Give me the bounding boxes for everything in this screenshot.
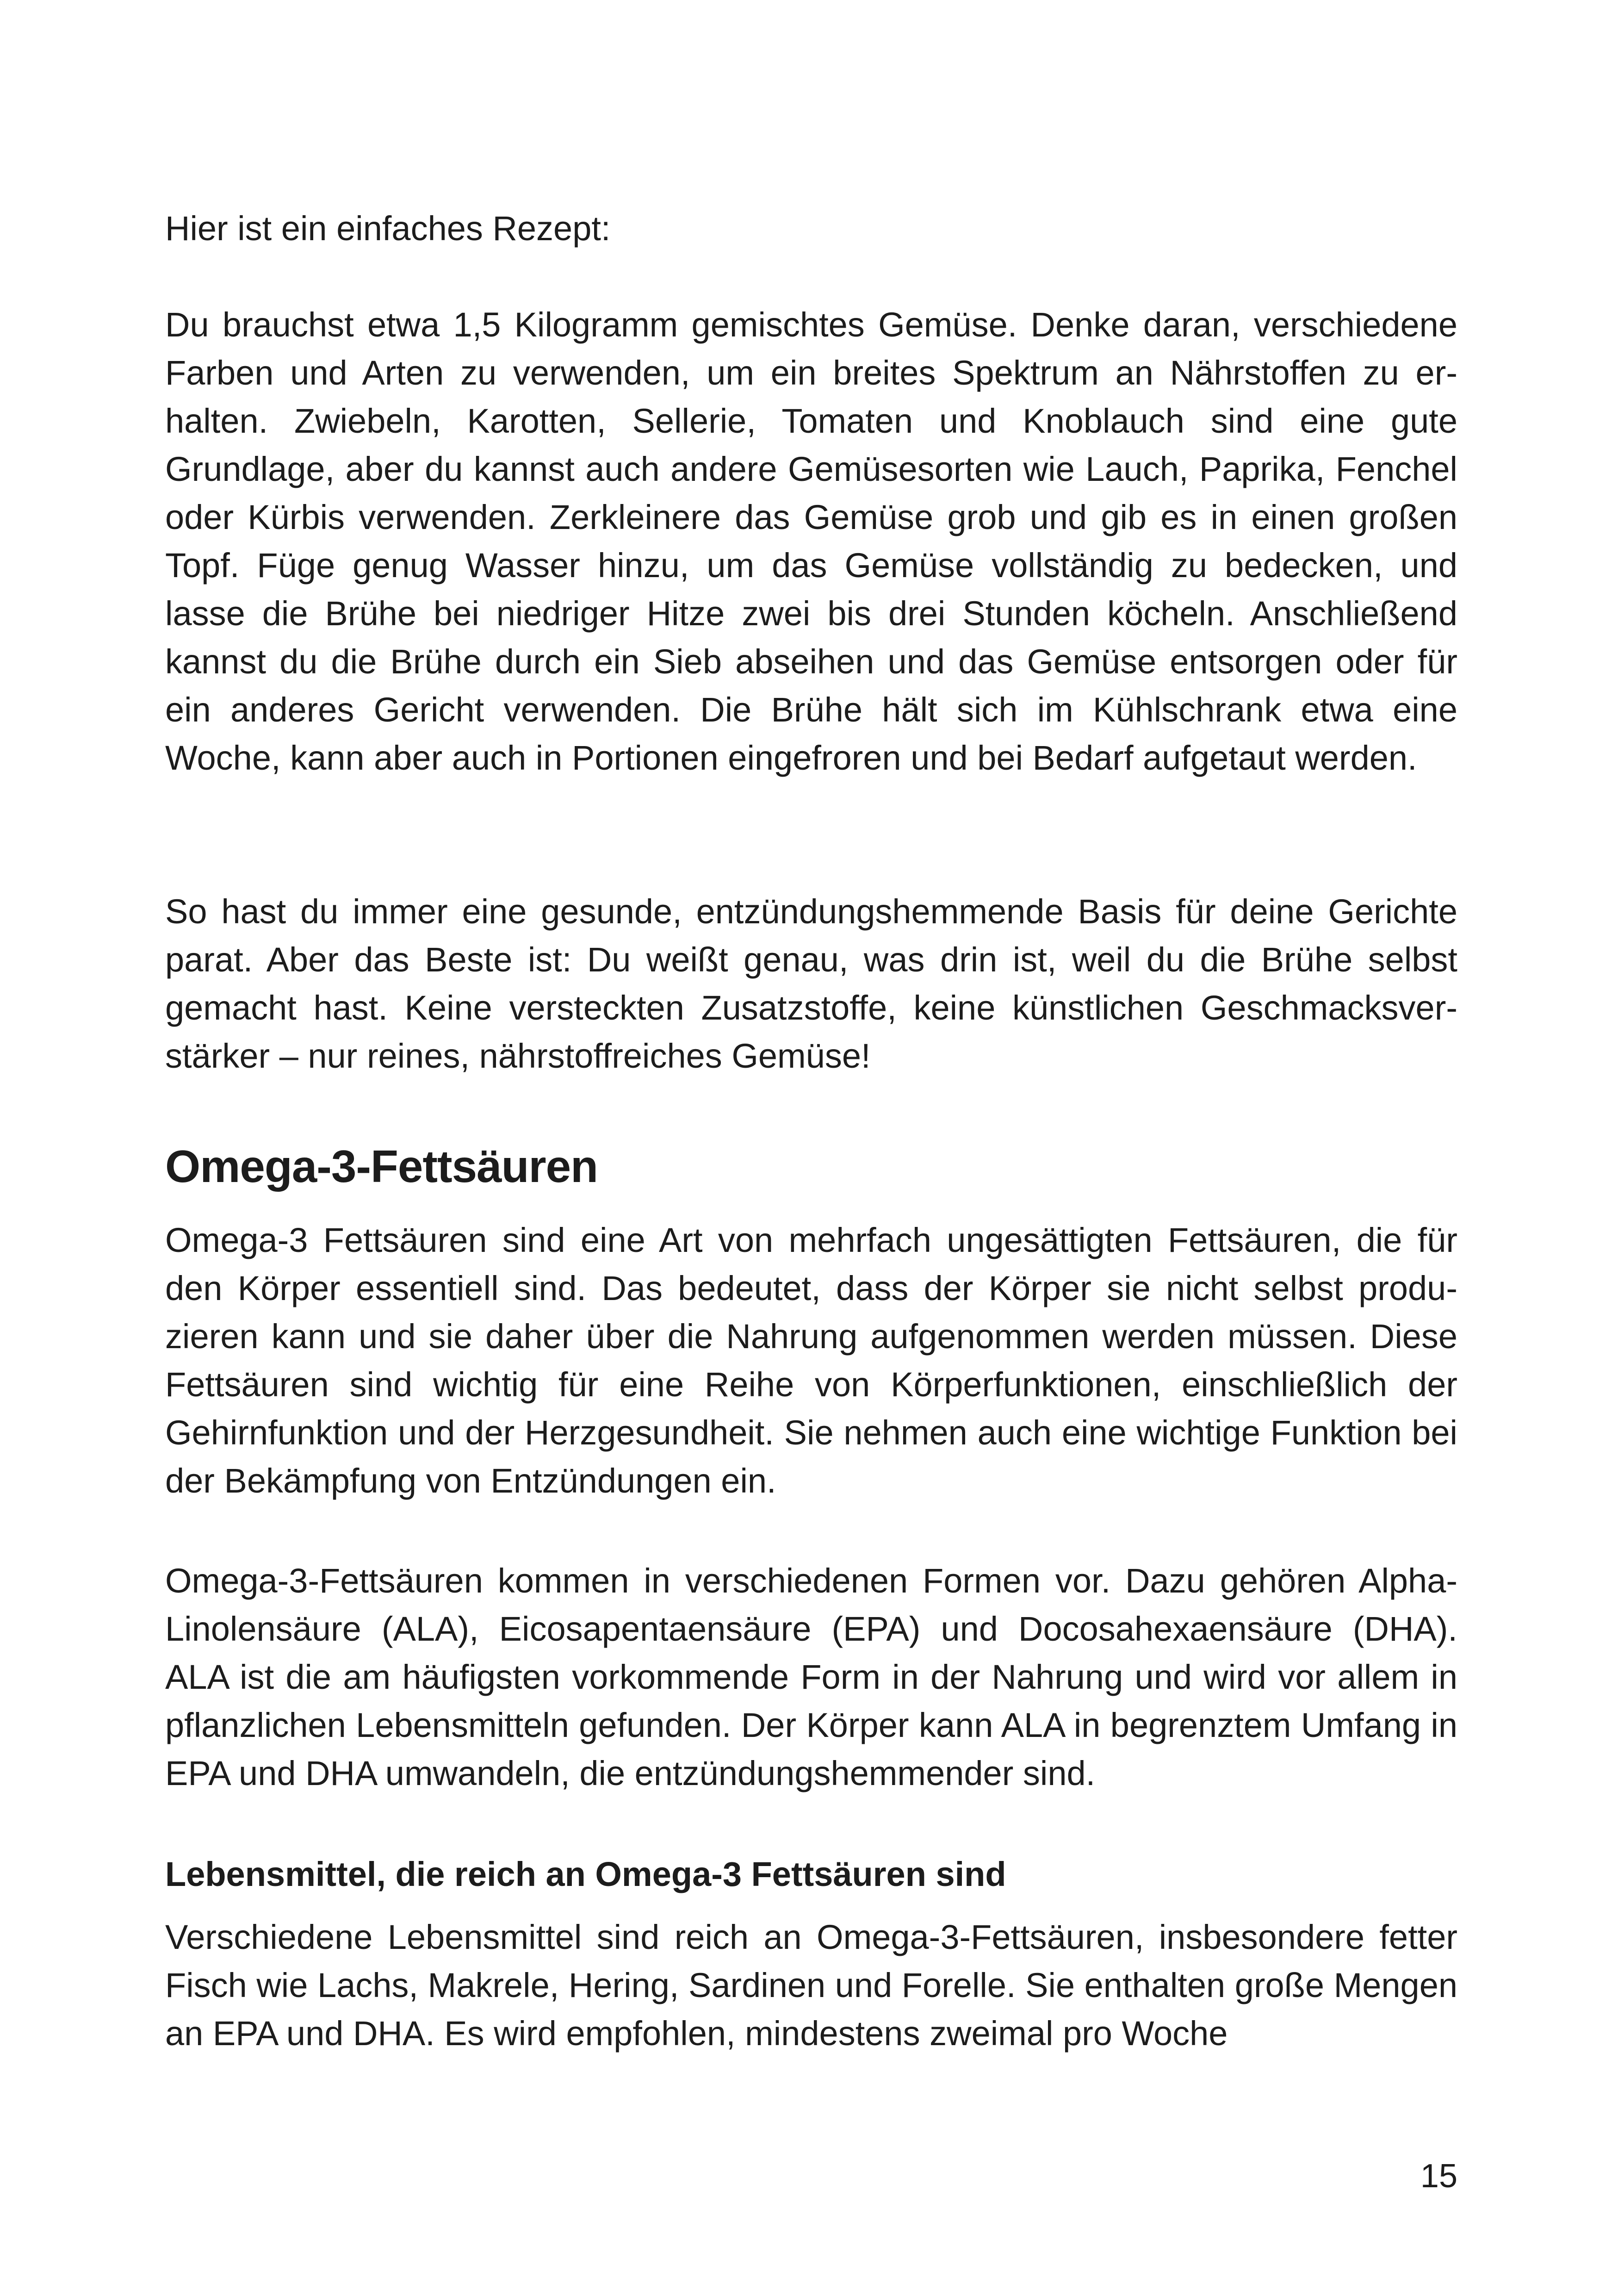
summary-paragraph: So hast du immer eine gesunde, entzündungshemmende Basis für deine Gerichte parat. Aber das Beste ist: Du weißt genau, was drin ist, weil du die Brühe selbst gemacht hast. Keine versteckten Zusatzstoffe, keine künstlichen Geschmacksverstärker – nur reines, nährstoffreiches Gemüse! (165, 892, 1457, 1075)
section-heading-block (165, 1139, 1457, 1194)
summary-block (165, 888, 1457, 1080)
foods-paragraph: Verschiedene Lebensmittel sind reich an Omega-3-Fettsäuren, insbesondere fetter Fisch wie Lachs, Makrele, Hering, Sardinen und Forelle. Sie enthalten große Mengen an EPA und DHA. Es wird empfohlen, mindestens zweimal pro Woche (165, 1918, 1457, 2053)
recipe-block (165, 301, 1457, 782)
intro-paragraph: Hier ist ein einfaches Rezept: (165, 209, 611, 248)
foods-block (165, 1913, 1457, 2058)
omega-p1-block (165, 1216, 1457, 1505)
section-heading: Omega-3-Fettsäuren (165, 1141, 598, 1192)
omega-paragraph-1: Omega-3 Fettsäuren sind eine Art von mehrfach ungesättigten Fettsäuren, die für den Körper essentiell sind. Das bedeutet, dass der Körper sie nicht selbst produzieren kann und sie daher über die Nahrung aufgenommen werden müssen. Diese Fettsäuren sind wichtig für eine Reihe von Körperfunktionen, einschließlich der Gehirnfunktion und der Herzgesundheit. Sie nehmen auch eine wichtige Funktion bei der Bekämpfung von Entzündungen ein. (165, 1221, 1457, 1500)
omega-p2-block (165, 1557, 1457, 1798)
recipe-paragraph: Du brauchst etwa 1,5 Kilogramm gemischtes Gemüse. Denke daran, verschiedene Farben und Arten zu verwenden, um ein breites Spektrum an Nährstoffen zu erhalten. Zwiebeln, Karotten, Sellerie, Tomaten und Knoblauch sind eine gute Grundlage, aber du kannst auch andere Gemüsesorten wie Lauch, Paprika, Fenchel oder Kürbis verwenden. Zerkleinere das Gemüse grob und gib es in einen großen Topf. Füge genug Wasser hinzu, um das Gemüse vollständig zu bedecken, und lasse die Brühe bei niedriger Hitze zwei bis drei Stunden köcheln. Anschließend kannst du die Brühe durch ein Sieb abseihen und das Gemüse entsorgen oder für ein anderes Gericht verwenden. Die Brühe hält sich im Kühlschrank etwa eine Woche, kann aber auch in Portionen eingefroren und bei Bedarf aufgetaut werden. (165, 305, 1457, 777)
sub-heading: Lebensmittel, die reich an Omega-3 Fettsäuren sind (165, 1855, 1006, 1893)
intro-block (165, 205, 1457, 253)
page-number: 15 (1420, 2158, 1457, 2195)
subheading-block (165, 1850, 1457, 1898)
omega-paragraph-2: Omega-3-Fettsäuren kommen in verschiedenen Formen vor. Dazu gehören Alpha-Linolensäure (ALA), Eicosapentaensäure (EPA) und Docosahexaensäure (DHA). ALA ist die am häufigsten vorkommende Form in der Nahrung und wird vor allem in pflanzlichen Lebensmitteln gefunden. Der Körper kann ALA in begrenztem Umfang in EPA und DHA umwandeln, die entzündungshemmender sind. (165, 1562, 1457, 1792)
